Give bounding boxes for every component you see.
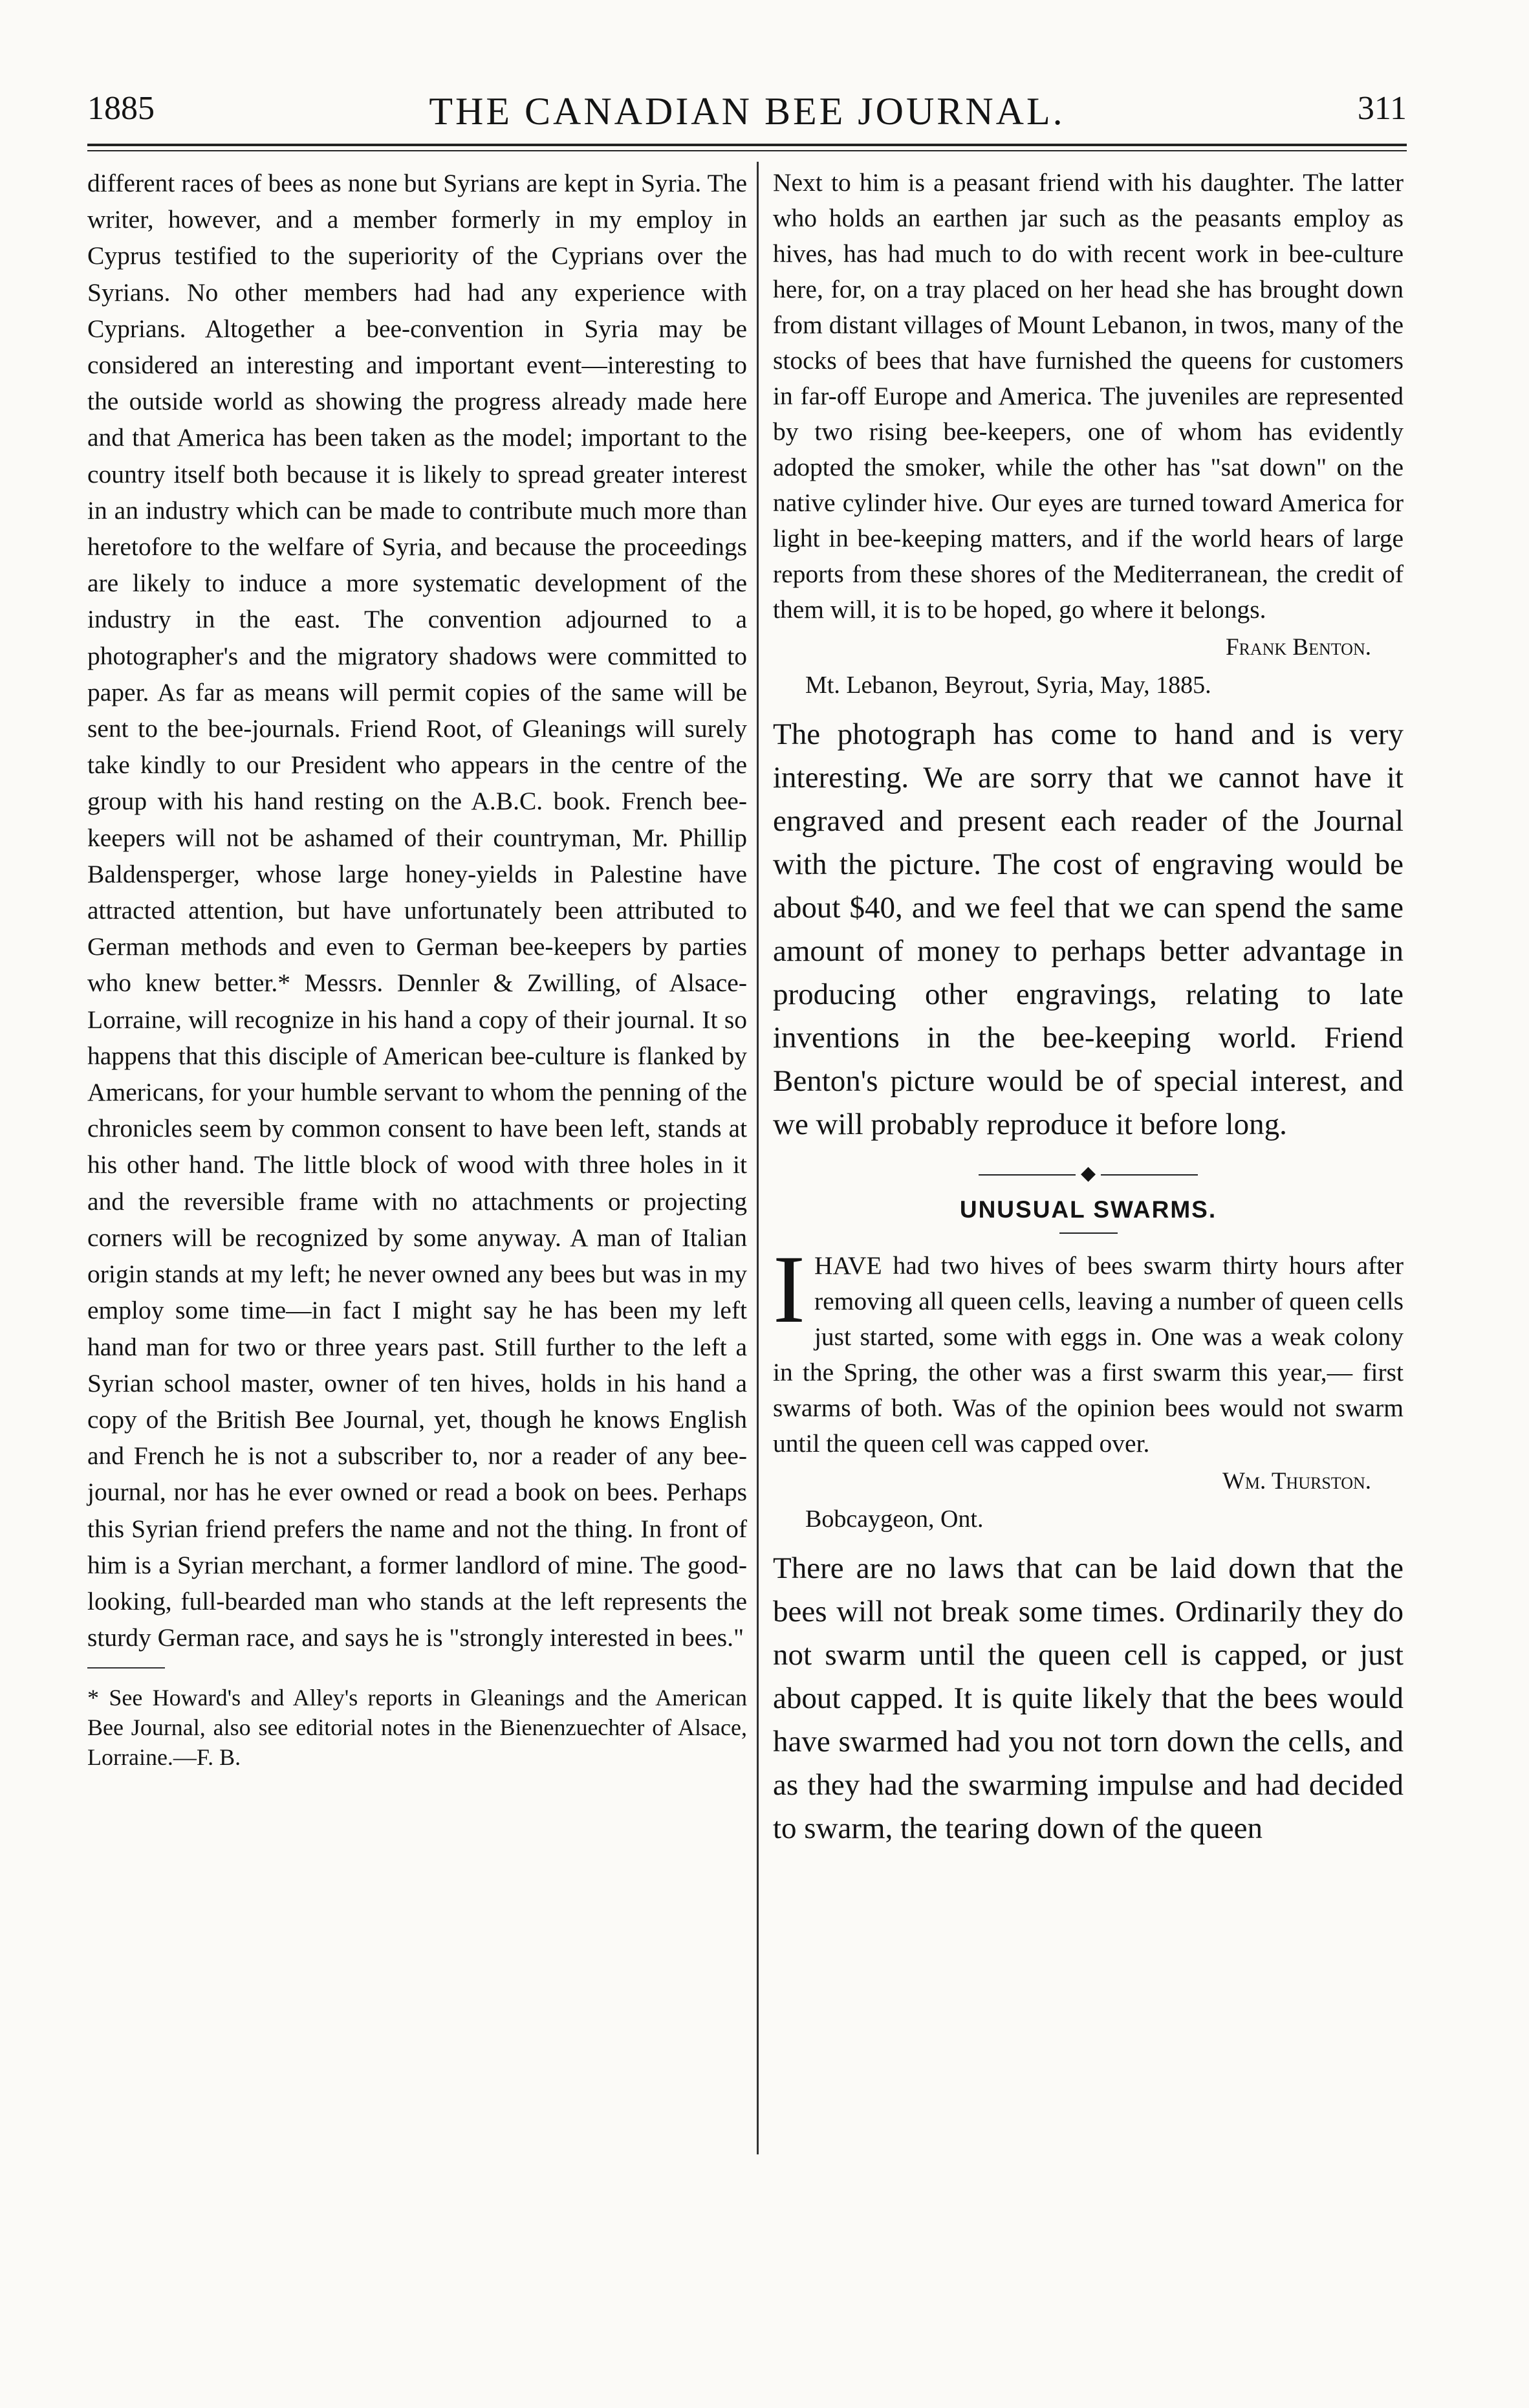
letter-paragraph [773, 1236, 1404, 1461]
letter-signature: Wm. Thurston. [1222, 1468, 1371, 1494]
left-main-paragraph: different races of bees as none but Syrians are kept in Syria. The writer, however, and a member formerly in my employ in Cyprus testified to the superiority of the Cyprians over the Syrians. No other members had had any experience with Cyprians. Altogether a bee-convention in Syria may be considered an interesting and important event—interesting to the outside world as showing the progress already made here and that America has been taken as the model; important to the country itself both because it is likely to spread greater interest in an industry which can be made to contribute much more than heretofore to the welfare of Syria, and because the proceedings are likely to induce a more systematic development of the industry in the east. The convention adjourned to a photographer's and the migratory shadows were committed to paper. As far as means will permit copies of the same will be sent to the bee-journals. Friend Root, of Gleanings will surely take kindly to our President who appears in the centre of the group with his hand resting on the A.B.C. book. French bee-keepers will not be ashamed of their countryman, Mr. Phillip Baldensperger, whose large honey-yields in Palestine have attracted attention, but have unfortunately been attributed to German methods and even to German bee-keepers by parties who knew better.* Messrs. Dennler & Zwilling, of Alsace-Lorraine, will recognize in his hand a copy of their journal. It so happens that this disciple of American bee-culture is flanked by Americans, for your humble servant to whom the penning of the chronicles seem by common consent to have been left, stands at his other hand. The little block of wood with three holes in it and the reversible frame with no attachments or projecting corners will be recognized by some anyway. A man of Italian origin stands at my left; he never owned any bees but was in my employ some time—in fact I might say he has been my left hand man for two or three years past. Still further to the left a Syrian school master, owner of ten hives, holds in his hand a copy of the British Bee Journal, yet, though he knows English and French he is not a subscriber to, nor a reader of any bee-journal, nor has he ever owned or read a book on bees. Perhaps this Syrian friend prefers the name and not the thing. In front of him is a Syrian merchant, a former landlord of mine. The good-looking, full-bearded man who stands at the left represents the sturdy German race, and says he is "strongly interested in bees." [87, 169, 747, 1652]
drop-cap: I [773, 1236, 805, 1343]
header-year: 1885 [87, 90, 155, 127]
author-signature: Frank Benton. [1225, 634, 1371, 661]
editorial-paragraph: The photograph has come to hand and is very interesting. We are sorry that we cannot have it engraved and present each reader of the Journal with the picture. The cost of engraving would be about $40, and we feel that we can spend the same amount of money to perhaps better advantage in producing other engravings, relating to late inventions in the bee-keeping world. Friend Benton's picture would be of special interest, and we will probably reproduce it before long. [773, 717, 1404, 1141]
footnote: * See Howard's and Alley's reports in Gleanings and the American Bee Journal, also see editorial notes in the Bienenzuechter of Alsace, Lorraine.—F. B. [87, 1685, 747, 1771]
left-column [87, 165, 747, 1772]
page-number: 311 [1357, 90, 1407, 127]
header-rule-thin [87, 150, 1407, 151]
header-rule-thick [87, 144, 1407, 146]
heading-rule [1059, 1232, 1118, 1234]
page-header [87, 84, 1407, 149]
ornament-glyph: ◆ [1080, 1163, 1096, 1184]
column-divider [757, 162, 759, 2154]
letter-text: HAVE had two hives of bees swarm thirty hours after removing all queen cells, leaving a number of queen cells just started, some with eggs in. One was a weak colony in the Spring, the other was a first swarm this year,— first swarms of both. Was of the opinion bees would not swarm until the queen cell was capped over. [773, 1251, 1404, 1458]
letter-place: Bobcaygeon, Ont. [805, 1505, 984, 1533]
footnote-rule [87, 1667, 165, 1669]
section-heading: UNUSUAL SWARMS. [959, 1196, 1217, 1223]
journal-title: THE CANADIAN BEE JOURNAL. [429, 90, 1065, 133]
ornament-line-left [979, 1174, 1076, 1176]
place-date: Mt. Lebanon, Beyrout, Syria, May, 1885. [805, 672, 1211, 699]
right-continuation: Next to him is a peasant friend with his daughter. The latter who holds an earthen jar such as the peasants employ as hives, has had much to do with recent work in bee-culture here, for, on a tray placed on her head she has brought down from distant villages of Mount Lebanon, in twos, many of the stocks of bees that have furnished the queens for customers in far-off Europe and America. The juveniles are represented by two rising bee-keepers, one of whom has evidently adopted the smoker, while the other has "sat down" on the native cylinder hive. Our eyes are turned toward America for light in bee-keeping matters, and if the world hears of large reports from these shores of the Mediterranean, the credit of them will, it is to be hoped, go where it belongs. [773, 168, 1404, 624]
ornament-line-right [1101, 1174, 1198, 1176]
reply-paragraph: There are no laws that can be laid down that the bees will not break some times. Ordinarily they do not swarm until the queen cell is capped, or just about capped. It is quite likely that the bees would have swarmed had you not torn down the cells, and as they had the swarming impulse and had decided to swarm, the tearing down of the queen [773, 1551, 1404, 1845]
right-column [773, 165, 1404, 1850]
section-ornament [773, 1162, 1404, 1185]
